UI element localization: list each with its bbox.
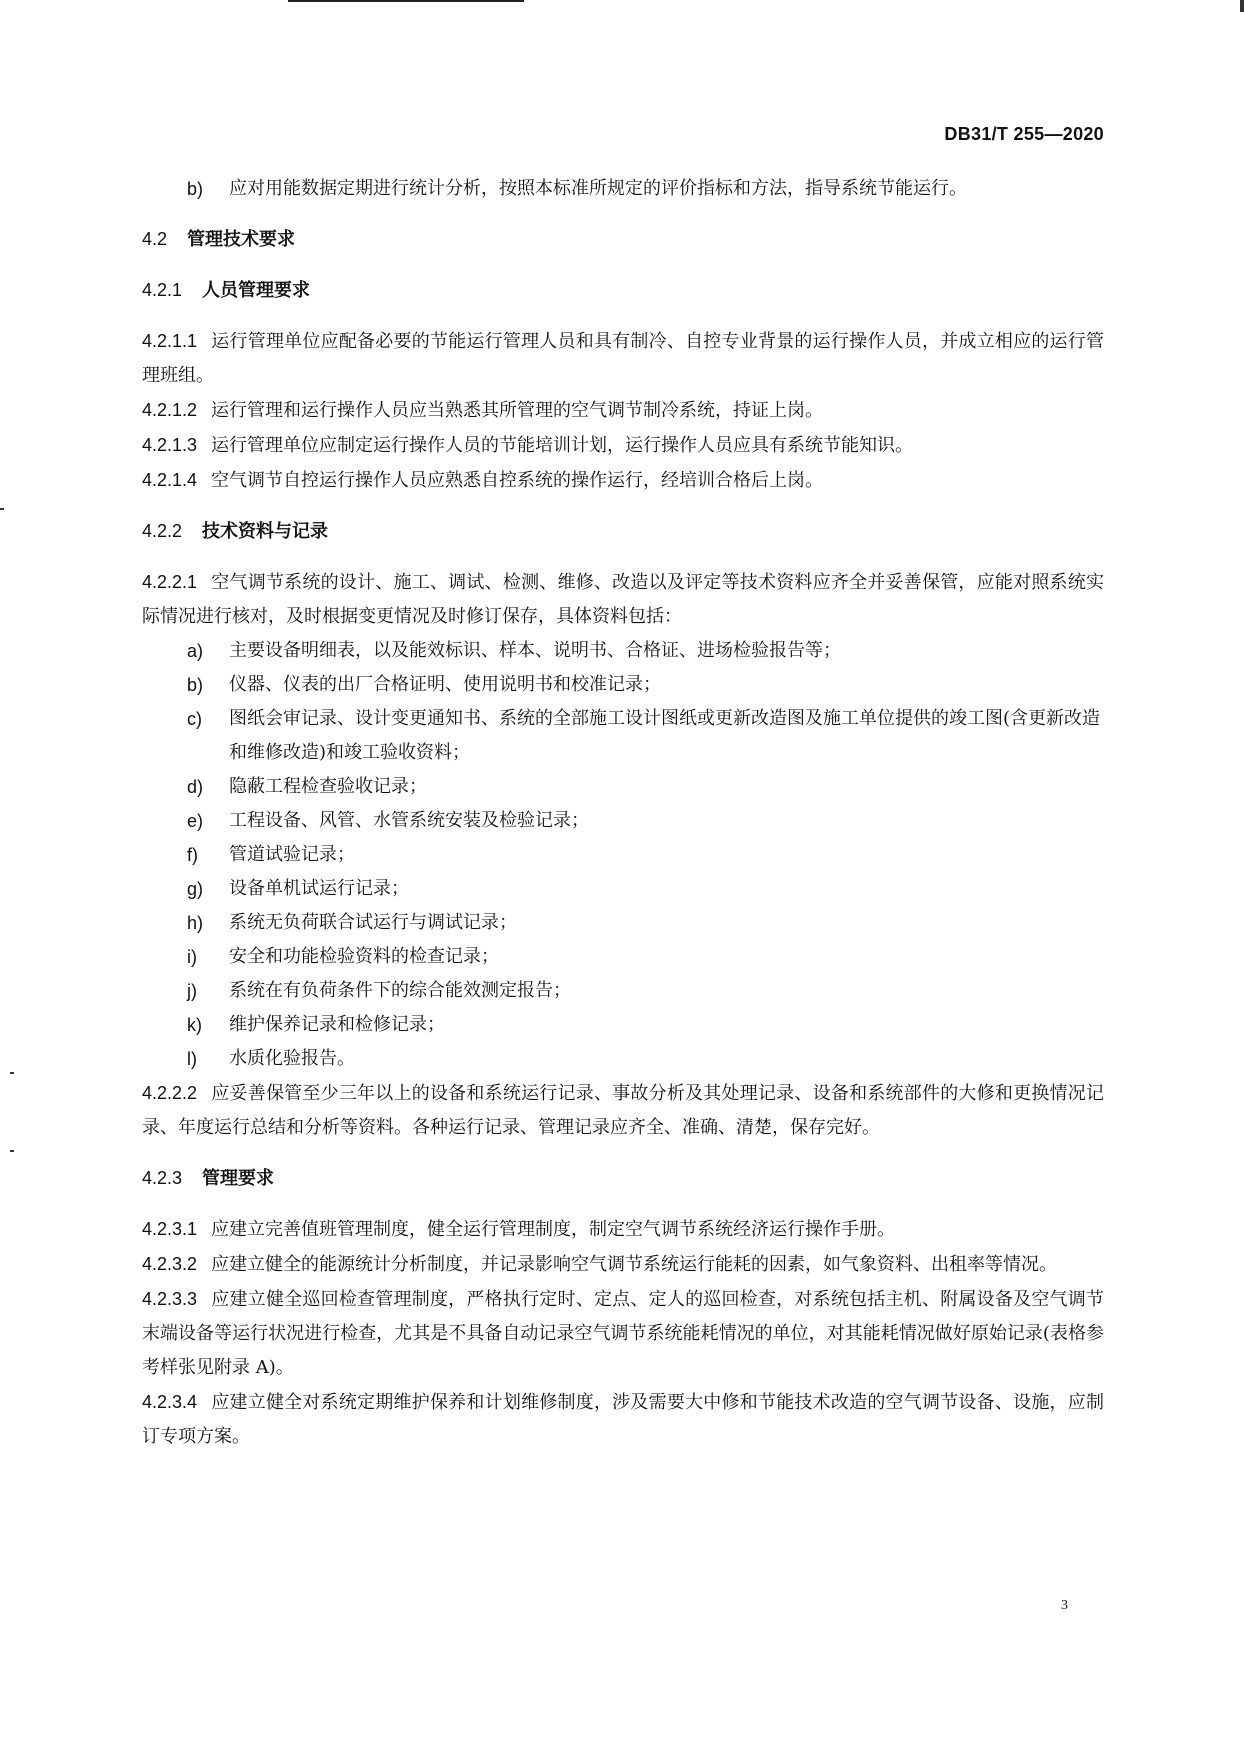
clause-4-2-3-1: [142, 1212, 1104, 1247]
list-item-text: 主要设备明细表，以及能效标识、样本、说明书、合格证、进场检验报告等；: [229, 640, 841, 661]
list-item: [142, 804, 1104, 838]
clause-4-2-2-2: [142, 1076, 1104, 1145]
list-item-label: b): [187, 179, 204, 199]
list-item-label: j): [187, 981, 197, 1001]
list-item-text: 管道试验记录；: [229, 844, 355, 865]
list-item: [142, 974, 1104, 1008]
clause-number: 4.2.1.4: [142, 470, 198, 490]
list-item-label: l): [187, 1049, 197, 1069]
list-item-text: 系统在有负荷条件下的综合能效测定报告；: [229, 980, 571, 1001]
list-item-label: a): [187, 641, 204, 661]
clause-number: 4.2.1.1: [142, 331, 198, 351]
list-item-text: 系统无负荷联合试运行与调试记录；: [229, 912, 517, 933]
list-item: [142, 770, 1104, 804]
clause-text: 运行管理单位应配备必要的节能运行管理人员和具有制冷、自控专业背景的运行操作人员，并成立相应的运行管理班组。: [142, 331, 1104, 386]
list-item: [142, 872, 1104, 906]
section-title: 人员管理要求: [202, 280, 311, 301]
section-heading-4-2: [142, 222, 1104, 257]
section-number: 4.2.3: [142, 1168, 183, 1188]
clause-number: 4.2.3.1: [142, 1219, 198, 1239]
list-item-text: 维护保养记录和检修记录；: [229, 1014, 445, 1035]
document-code: DB31/T 255—2020: [944, 124, 1104, 144]
clause-text: 运行管理单位应制定运行操作人员的节能培训计划，运行操作人员应具有系统节能知识。: [211, 435, 914, 456]
section-title: 管理要求: [202, 1168, 275, 1189]
list-item: [142, 1042, 1104, 1076]
list-item-text: 应对用能数据定期进行统计分析，按照本标准所规定的评价指标和方法，指导系统节能运行。: [229, 178, 967, 199]
clause-text: 应建立完善值班管理制度，健全运行管理制度，制定空气调节系统经济运行操作手册。: [211, 1219, 896, 1240]
clause-number: 4.2.3.3: [142, 1289, 198, 1309]
clause-number: 4.2.1.3: [142, 435, 198, 455]
clause-4-2-1-3: [142, 428, 1104, 463]
list-item: [142, 702, 1104, 770]
list-item-text: 仪器、仪表的出厂合格证明、使用说明书和校准记录；: [229, 674, 661, 695]
list-item-label: e): [187, 811, 204, 831]
list-item-text: 安全和功能检验资料的检查记录；: [229, 946, 499, 967]
list-item: [142, 906, 1104, 940]
clause-number: 4.2.3.2: [142, 1254, 198, 1274]
clause-text: 运行管理和运行操作人员应当熟悉其所管理的空气调节制冷系统，持证上岗。: [211, 400, 824, 421]
section-heading-4-2-3: [142, 1161, 1104, 1196]
section-number: 4.2.1: [142, 280, 183, 300]
list-item-label: h): [187, 913, 204, 933]
list-item: [142, 940, 1104, 974]
scan-speck: [10, 1150, 14, 1152]
list-item-text: 隐蔽工程检查验收记录；: [229, 776, 427, 797]
scan-speck: [10, 1072, 14, 1074]
clause-number: 4.2.2.2: [142, 1083, 198, 1103]
clause-text: 应建立健全对系统定期维护保养和计划维修制度，涉及需要大中修和节能技术改造的空气调节设备、设施，应制订专项方案。: [142, 1392, 1104, 1447]
list-item-label: b): [187, 675, 204, 695]
clause-text: 应妥善保管至少三年以上的设备和系统运行记录、事故分析及其处理记录、设备和系统部件的大修和更换情况记录、年度运行总结和分析等资料。各种运行记录、管理记录应齐全、准确、清楚，保存完好。: [142, 1083, 1104, 1138]
clause-text: 空气调节自控运行操作人员应熟悉自控系统的操作运行，经培训合格后上岗。: [211, 470, 824, 491]
clause-text: 应建立健全巡回检查管理制度，严格执行定时、定点、定人的巡回检查，对系统包括主机、附属设备及空气调节末端设备等运行状况进行检查，尤其是不具备自动记录空气调节系统能耗情况的单位，对其能耗情况做好原始记录(表格参考样张见附录 A)。: [142, 1289, 1104, 1378]
clause-4-2-1-4: [142, 463, 1104, 498]
clause-4-2-1-1: [142, 324, 1104, 393]
list-item-text: 设备单机试运行记录；: [229, 878, 409, 899]
scan-edge-mark: [1240, 0, 1244, 12]
clause-number: 4.2.1.2: [142, 400, 198, 420]
list-item: [142, 668, 1104, 702]
list-item: [142, 1008, 1104, 1042]
list-item-label: g): [187, 879, 204, 899]
clause-text: 应建立健全的能源统计分析制度，并记录影响空气调节系统运行能耗的因素，如气象资料、出租率等情况。: [211, 1254, 1058, 1275]
list-item-text: 图纸会审记录、设计变更通知书、系统的全部施工设计图纸或更新改造图及施工单位提供的竣工图(含更新改造和维修改造)和竣工验收资料；: [229, 708, 1101, 763]
list-item: [142, 172, 1104, 206]
clause-text: 空气调节系统的设计、施工、调试、检测、维修、改造以及评定等技术资料应齐全并妥善保管，应能对照系统实际情况进行核对，及时根据变更情况及时修订保存，具体资料包括：: [142, 572, 1104, 627]
clause-4-2-3-2: [142, 1247, 1104, 1282]
page-number: 3: [1061, 1598, 1068, 1613]
section-number: 4.2.2: [142, 521, 183, 541]
list-item-label: c): [187, 709, 202, 729]
section-heading-4-2-2: [142, 514, 1104, 549]
list-item-label: d): [187, 777, 204, 797]
clause-number: 4.2.3.4: [142, 1392, 198, 1412]
section-number: 4.2: [142, 229, 168, 249]
list-item-label: i): [187, 947, 197, 967]
list-item-label: f): [187, 845, 198, 865]
clause-4-2-2-1: [142, 565, 1104, 634]
list-item-text: 工程设备、风管、水管系统安装及检验记录；: [229, 810, 589, 831]
section-title: 技术资料与记录: [202, 521, 329, 542]
page-body: [142, 172, 1104, 1454]
list-item-label: k): [187, 1015, 202, 1035]
section-heading-4-2-1: [142, 273, 1104, 308]
scan-edge-line: [288, 0, 524, 2]
list-item: [142, 634, 1104, 668]
clause-number: 4.2.2.1: [142, 572, 198, 592]
list-item: [142, 838, 1104, 872]
clause-4-2-1-2: [142, 393, 1104, 428]
section-title: 管理技术要求: [187, 229, 296, 250]
clause-4-2-3-4: [142, 1385, 1104, 1454]
list-item-text: 水质化验报告。: [229, 1048, 355, 1069]
scan-speck: [0, 508, 4, 510]
clause-4-2-3-3: [142, 1282, 1104, 1385]
